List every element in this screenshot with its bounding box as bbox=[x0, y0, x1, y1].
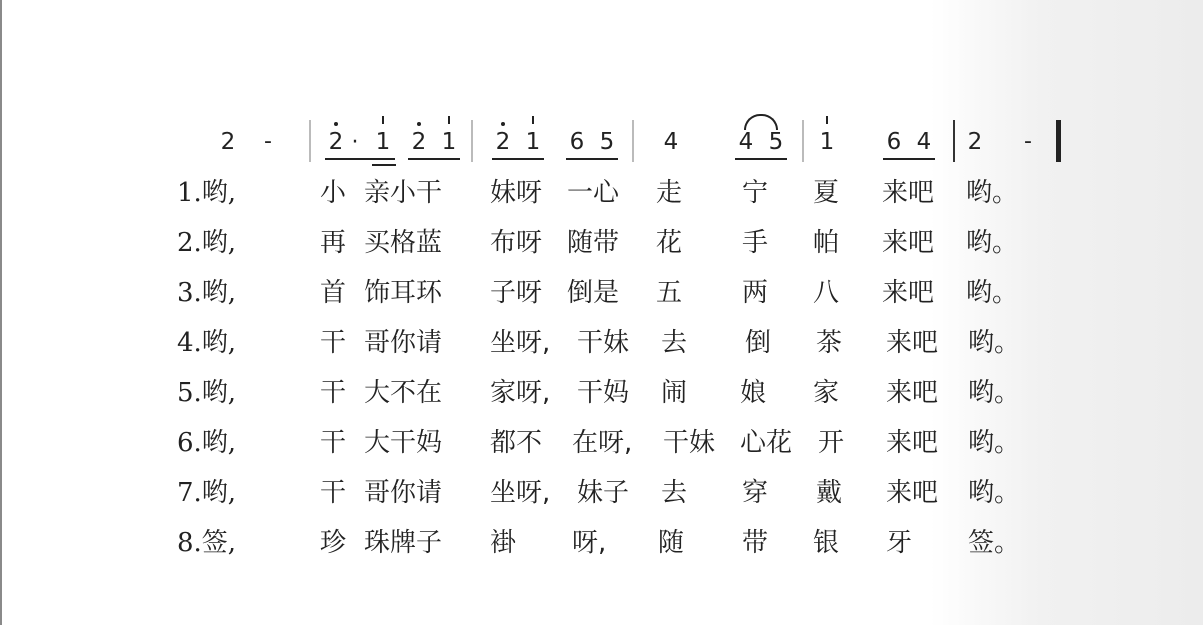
lyric-syllable: 干妈 bbox=[577, 378, 630, 408]
beam-underline bbox=[883, 158, 935, 160]
lyric-syllable: 倒 bbox=[745, 328, 772, 358]
lyric-syllable: 带 bbox=[742, 528, 769, 558]
lyric-syllable: 来吧 bbox=[882, 228, 935, 258]
high-octave-dot bbox=[334, 122, 338, 126]
note: 5 bbox=[768, 129, 784, 155]
lyric-syllable: 来吧 bbox=[886, 328, 939, 358]
lyric-syllable: 宁 bbox=[742, 178, 769, 208]
lyric-syllable: 穿 bbox=[742, 478, 769, 508]
lyric-syllable: 小 bbox=[320, 178, 347, 208]
high-octave-dot bbox=[417, 122, 421, 126]
lyric-syllable: 哟。 bbox=[968, 428, 1021, 458]
verse-row bbox=[0, 512, 1203, 562]
lyric-syllable: 大干妈 bbox=[364, 428, 443, 458]
lyric-syllable: 来吧 bbox=[882, 178, 935, 208]
lyric-syllable: 首 bbox=[320, 278, 347, 308]
lyric-syllable: 闹 bbox=[661, 378, 688, 408]
lyric-syllable: 家 bbox=[813, 378, 840, 408]
lyric-syllable: 子呀 bbox=[490, 278, 543, 308]
bar-line bbox=[471, 120, 473, 162]
bar-line bbox=[309, 120, 311, 162]
high-octave-dot bbox=[501, 122, 505, 126]
verse-label: 4.哟, bbox=[177, 328, 237, 358]
lyric-syllable: 帕 bbox=[813, 228, 840, 258]
lyric-syllable: 布呀 bbox=[490, 228, 543, 258]
lyric-syllable: 去 bbox=[661, 328, 688, 358]
lyric-syllable: 干妹 bbox=[577, 328, 630, 358]
note-dash: - bbox=[1024, 129, 1032, 154]
note: 6 bbox=[886, 129, 902, 155]
lyric-syllable: 再 bbox=[320, 228, 347, 258]
note-high: 1 bbox=[521, 128, 545, 156]
lyric-syllable: 买格蓝 bbox=[364, 228, 443, 258]
high-octave-stroke bbox=[532, 116, 534, 124]
note-high: 1 bbox=[371, 128, 395, 156]
high-octave-stroke bbox=[448, 116, 450, 124]
note: 2 bbox=[220, 129, 236, 155]
lyric-syllable: 都不 bbox=[490, 428, 543, 458]
verse-row bbox=[0, 262, 1203, 312]
lyric-syllable: 来吧 bbox=[886, 428, 939, 458]
lyric-syllable: 哟。 bbox=[968, 328, 1021, 358]
verse-row bbox=[0, 362, 1203, 412]
lyric-syllable: 在呀, bbox=[572, 428, 633, 458]
lyric-syllable: 来吧 bbox=[886, 478, 939, 508]
bar-line bbox=[953, 120, 955, 162]
verse-label: 7.哟, bbox=[177, 478, 237, 508]
note-high: 1 bbox=[437, 128, 461, 156]
beam-underline bbox=[408, 158, 460, 160]
lyric-syllable: 一心 bbox=[567, 178, 620, 208]
verse-label: 2.哟, bbox=[177, 228, 237, 258]
verse-label: 3.哟, bbox=[177, 278, 237, 308]
lyric-syllable: 随 bbox=[658, 528, 685, 558]
lyric-syllable: 呀, bbox=[572, 528, 607, 558]
verse-row bbox=[0, 462, 1203, 512]
lyric-syllable: 妹呀 bbox=[490, 178, 543, 208]
lyric-syllable: 随带 bbox=[567, 228, 620, 258]
note: 4 bbox=[663, 129, 679, 155]
verse-row bbox=[0, 162, 1203, 212]
lyric-syllable: 来吧 bbox=[882, 278, 935, 308]
note-dash: - bbox=[264, 129, 272, 154]
note-high: 2 bbox=[491, 128, 515, 156]
lyric-syllable: 干 bbox=[320, 428, 347, 458]
high-octave-stroke bbox=[382, 116, 384, 124]
lyric-syllable: 哟。 bbox=[968, 478, 1021, 508]
lyric-syllable: 两 bbox=[742, 278, 769, 308]
lyric-syllable: 亲小干 bbox=[364, 178, 443, 208]
lyric-syllable: 珠牌子 bbox=[364, 528, 443, 558]
lyric-syllable: 花 bbox=[656, 228, 683, 258]
bar-line bbox=[632, 120, 634, 162]
lyric-syllable: 哥你请 bbox=[364, 478, 443, 508]
lyric-syllable: 饰耳环 bbox=[364, 278, 443, 308]
lyric-syllable: 哟。 bbox=[966, 278, 1019, 308]
lyric-syllable: 夏 bbox=[813, 178, 840, 208]
verse-label: 8.签, bbox=[177, 528, 237, 558]
lyric-syllable: 干 bbox=[320, 328, 347, 358]
lyric-syllable: 手 bbox=[742, 228, 769, 258]
lyric-syllable: 八 bbox=[813, 278, 840, 308]
lyric-syllable: 干 bbox=[320, 478, 347, 508]
note-high: 2 bbox=[407, 128, 431, 156]
note: 5 bbox=[599, 129, 615, 155]
lyric-syllable: 来吧 bbox=[886, 378, 939, 408]
verse-row bbox=[0, 312, 1203, 362]
beam-underline bbox=[492, 158, 544, 160]
verse-label: 1.哟, bbox=[177, 178, 237, 208]
note: 2 bbox=[967, 129, 983, 155]
verse-row bbox=[0, 212, 1203, 262]
high-octave-stroke bbox=[826, 116, 828, 124]
lyric-syllable: 娘 bbox=[740, 378, 767, 408]
lyric-syllable: 大不在 bbox=[364, 378, 443, 408]
lyric-syllable: 妹子 bbox=[577, 478, 630, 508]
beam-underline bbox=[566, 158, 618, 160]
note-high: 1 bbox=[815, 128, 839, 156]
lyric-syllable: 坐呀, bbox=[490, 328, 551, 358]
lyric-syllable: 银 bbox=[813, 528, 840, 558]
lyric-syllable: 珍 bbox=[320, 528, 347, 558]
note: 4 bbox=[916, 129, 932, 155]
lyric-syllable: 签。 bbox=[968, 528, 1021, 558]
lyric-syllable: 茶 bbox=[816, 328, 843, 358]
final-bar-line bbox=[1056, 120, 1061, 162]
augmentation-dot: · bbox=[351, 130, 359, 155]
lyric-syllable: 哟。 bbox=[966, 178, 1019, 208]
lyric-syllable: 去 bbox=[661, 478, 688, 508]
lyric-syllable: 坐呀, bbox=[490, 478, 551, 508]
lyric-syllable: 褂 bbox=[490, 528, 517, 558]
lyric-syllable: 哟。 bbox=[968, 378, 1021, 408]
slur-arc bbox=[744, 114, 778, 130]
verse-label: 5.哟, bbox=[177, 378, 237, 408]
lyric-syllable: 开 bbox=[818, 428, 845, 458]
jianpu-notation-line bbox=[0, 110, 1203, 170]
note: 4 bbox=[738, 129, 754, 155]
lyric-syllable: 干妹 bbox=[663, 428, 716, 458]
lyric-syllable: 五 bbox=[656, 278, 683, 308]
beam-underline bbox=[325, 158, 395, 160]
lyric-syllable: 走 bbox=[656, 178, 683, 208]
lyric-syllable: 戴 bbox=[816, 478, 843, 508]
verse-row bbox=[0, 412, 1203, 462]
lyric-syllable: 牙 bbox=[886, 528, 913, 558]
note: 6 bbox=[569, 129, 585, 155]
bar-line bbox=[802, 120, 804, 162]
lyric-syllable: 哥你请 bbox=[364, 328, 443, 358]
note-high: 2 bbox=[324, 128, 348, 156]
verse-label: 6.哟, bbox=[177, 428, 237, 458]
lyric-syllable: 哟。 bbox=[966, 228, 1019, 258]
lyric-syllable: 干 bbox=[320, 378, 347, 408]
lyric-syllable: 家呀, bbox=[490, 378, 551, 408]
lyric-syllable: 心花 bbox=[740, 428, 793, 458]
beam-underline bbox=[735, 158, 787, 160]
lyric-syllable: 倒是 bbox=[567, 278, 620, 308]
